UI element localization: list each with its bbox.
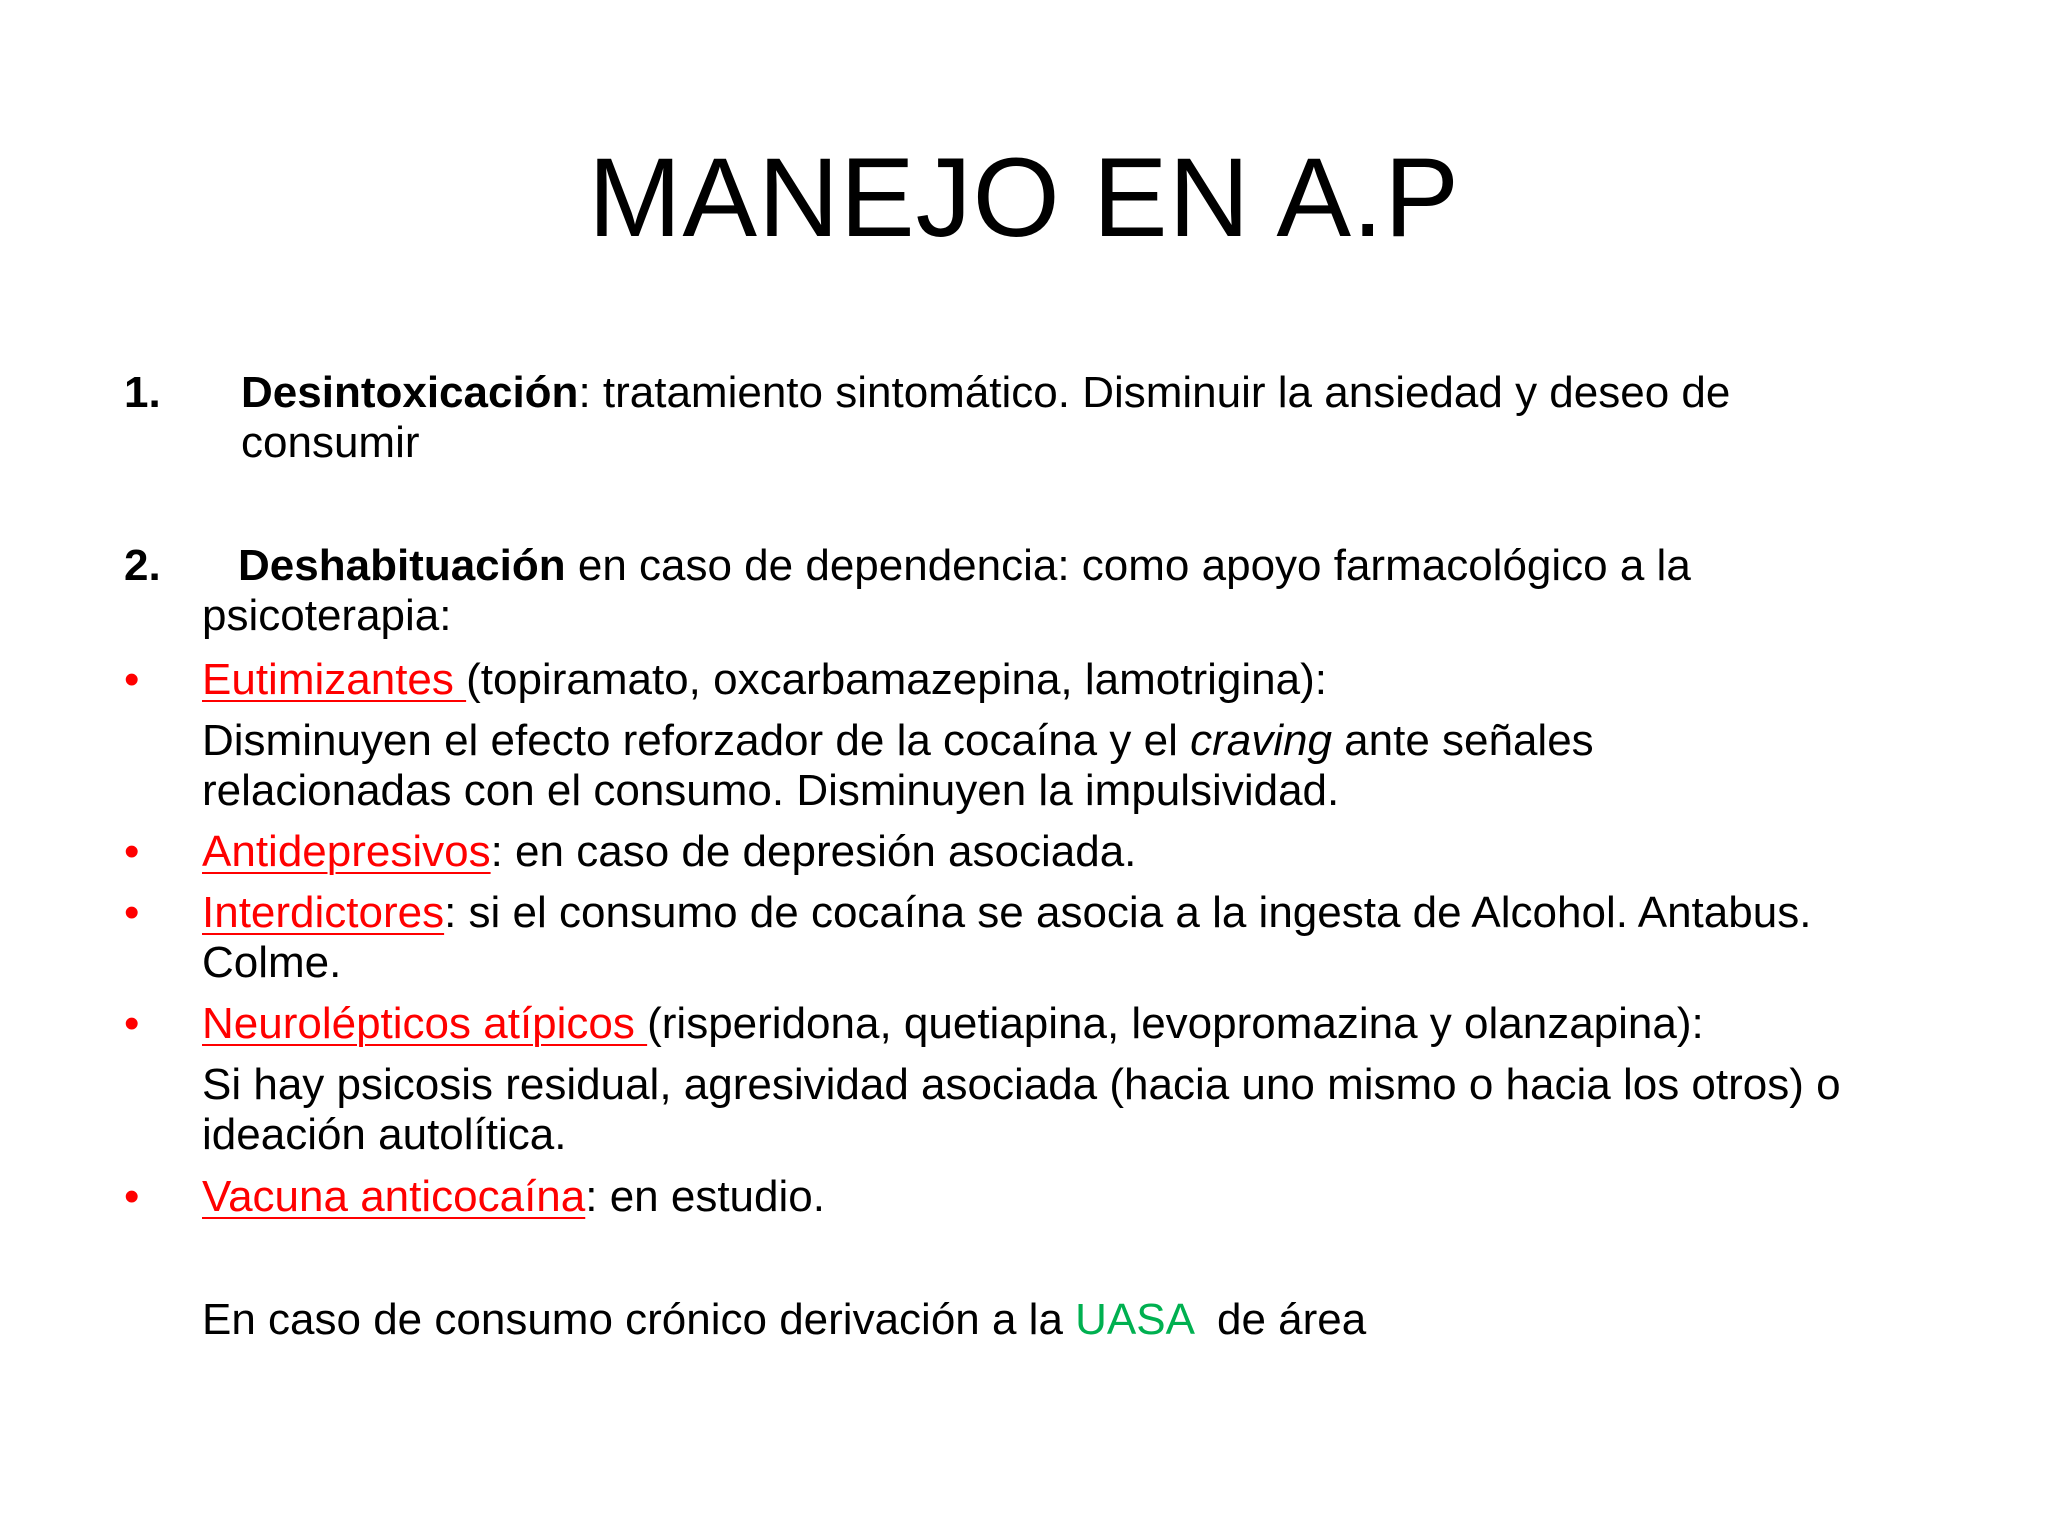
detail-text: Disminuyen el efecto reforzador de la cocaína y el	[202, 716, 1191, 765]
term-interdictores: Interdictores	[202, 888, 445, 937]
bullet-text: (risperidona, quetiapina, levopromazina y olanzapina):	[647, 999, 1704, 1048]
term-eutimizantes: Eutimizantes	[202, 655, 467, 704]
footer-text: de área	[1192, 1295, 1367, 1344]
bullet-icon: •	[124, 1172, 140, 1221]
bullet-text: : en estudio.	[585, 1172, 825, 1221]
bullet-text: : en caso de depresión asociada.	[490, 827, 1137, 876]
bullet-antidepresivos	[202, 827, 1136, 877]
item-1-line-1	[241, 368, 1730, 418]
detail-text: ante señales	[1331, 716, 1594, 765]
uasa-highlight: UASA	[1075, 1295, 1193, 1344]
item-1-text: : tratamiento sintomático. Disminuir la ansiedad y deseo de	[578, 368, 1731, 417]
craving-italic: craving	[1190, 716, 1332, 765]
item-2-line-1	[238, 541, 1691, 591]
item-2-text: en caso de dependencia: como apoyo farmacológico a la	[565, 541, 1691, 590]
bullet-icon: •	[124, 999, 140, 1048]
item-1-term: Desintoxicación	[241, 368, 579, 417]
bullet-eutimizantes	[202, 655, 1327, 705]
interdictores-line-2: Colme.	[202, 938, 342, 987]
item-2-term: Deshabituación	[238, 541, 566, 590]
footer-text: En caso de consumo crónico derivación a la	[202, 1295, 1076, 1344]
footer-line	[202, 1295, 1366, 1345]
term-neurolepticos-atipicos: Neurolépticos atípicos	[202, 999, 648, 1048]
bullet-text: (topiramato, oxcarbamazepina, lamotrigina):	[466, 655, 1327, 704]
item-1-line-2: consumir	[241, 418, 420, 467]
item-number-2: 2.	[124, 541, 161, 590]
bullet-vacuna	[202, 1172, 825, 1222]
term-vacuna-anticocaina: Vacuna anticocaína	[202, 1172, 586, 1221]
neurolepticos-detail-line-2: ideación autolítica.	[202, 1110, 567, 1159]
neurolepticos-detail-line-1: Si hay psicosis residual, agresividad asociada (hacia uno mismo o hacia los otros) o	[202, 1060, 1841, 1109]
item-number-1: 1.	[124, 368, 161, 417]
bullet-icon: •	[124, 655, 140, 704]
bullet-icon: •	[124, 888, 140, 937]
eutimizantes-detail-line-2: relacionadas con el consumo. Disminuyen la impulsividad.	[202, 766, 1340, 815]
bullet-interdictores	[202, 888, 1811, 938]
bullet-icon: •	[124, 827, 140, 876]
eutimizantes-detail-line-1	[202, 716, 1594, 766]
term-antidepresivos: Antidepresivos	[202, 827, 491, 876]
slide-title: MANEJO EN A.P	[588, 135, 1460, 260]
bullet-neurolepticos	[202, 999, 1704, 1049]
item-2-line-2: psicoterapia:	[202, 591, 452, 640]
bullet-text: : si el consumo de cocaína se asocia a la ingesta de Alcohol. Antabus.	[444, 888, 1812, 937]
